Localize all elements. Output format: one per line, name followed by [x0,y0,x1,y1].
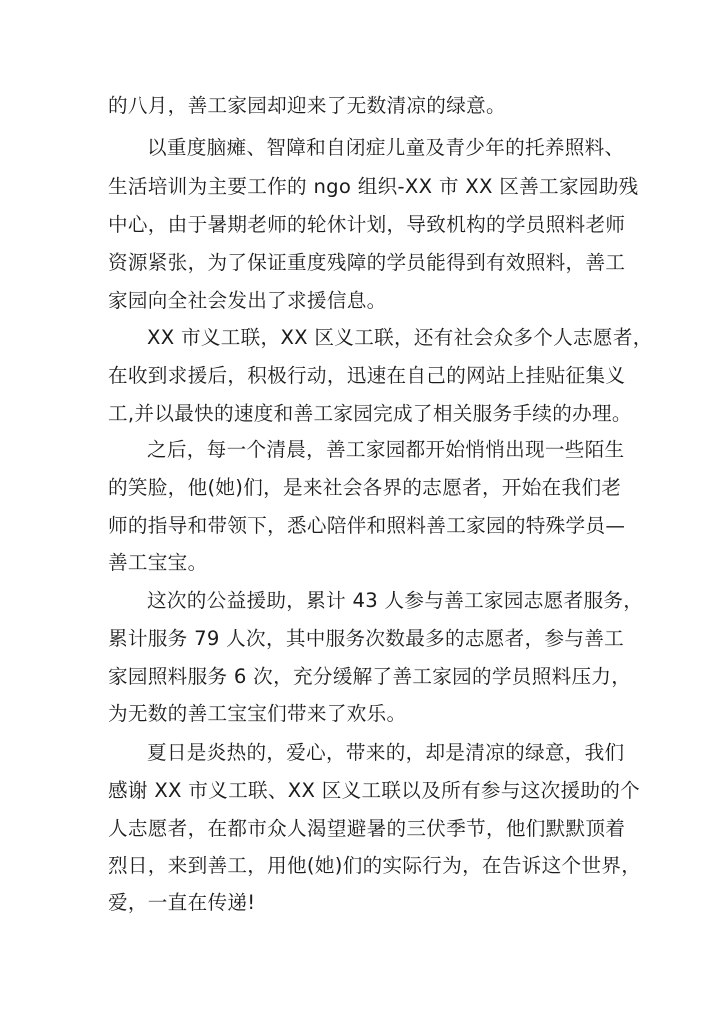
paragraph-first-line: 夏日是炎热的，爱心，带来的，却是清凉的绿意，我们 [147,741,625,764]
text-line: 家园向全社会发出了求援信息。 [108,289,387,312]
text-line: 的八月，善工家园却迎来了无数清凉的绿意。 [108,94,506,117]
text-line: 善工宝宝。 [108,551,208,574]
paragraph-first-line: 这次的公益援助，累计 43 人参与善工家园志愿者服务， [147,589,644,612]
text-line: 资源紧张，为了保证重度残障的学员能得到有效照料，善工 [108,251,626,274]
text-line: 在收到求援后，积极行动，迅速在自己的网站上挂贴征集义 [108,364,626,387]
text-line: 为无数的善工宝宝们带来了欢乐。 [108,702,407,725]
paragraph-first-line: 之后，每一个清晨，善工家园都开始悄悄出现一些陌生 [147,438,625,461]
paragraph-first-line: 以重度脑瘫、智障和自闭症儿童及青少年的托养照料、 [147,136,625,159]
text-line: 中心，由于暑期老师的轮休计划，导致机构的学员照料老师 [108,213,626,236]
text-line: 人志愿者，在都市众人渴望避暑的三伏季节，他们默默顶着 [108,817,626,840]
text-line: 爱，一直在传递! [108,891,256,914]
text-line: 工,并以最快的速度和善工家园完成了相关服务手续的办理。 [108,402,632,425]
paragraph-first-line: XX 市义工联，XX 区义工联，还有社会众多个人志愿者， [147,326,653,349]
text-line: 的笑脸，他(她)们，是来社会各界的志愿者，开始在我们老 [108,476,622,499]
text-line: 生活培训为主要工作的 ngo 组织-XX 市 XX 区善工家园助残 [108,175,639,198]
text-line: 感谢 XX 市义工联、XX 区义工联以及所有参与这次援助的个 [108,779,641,802]
text-line: 师的指导和带领下，悉心陪伴和照料善工家园的特殊学员— [108,514,626,537]
text-line: 家园照料服务 6 次，充分缓解了善工家园的学员照料压力， [108,665,632,688]
text-line: 烈日，来到善工，用他(她)们的实际行为，在告诉这个世界， [108,854,642,877]
text-line: 累计服务 79 人次，其中服务次数最多的志愿者，参与善工 [108,627,625,650]
